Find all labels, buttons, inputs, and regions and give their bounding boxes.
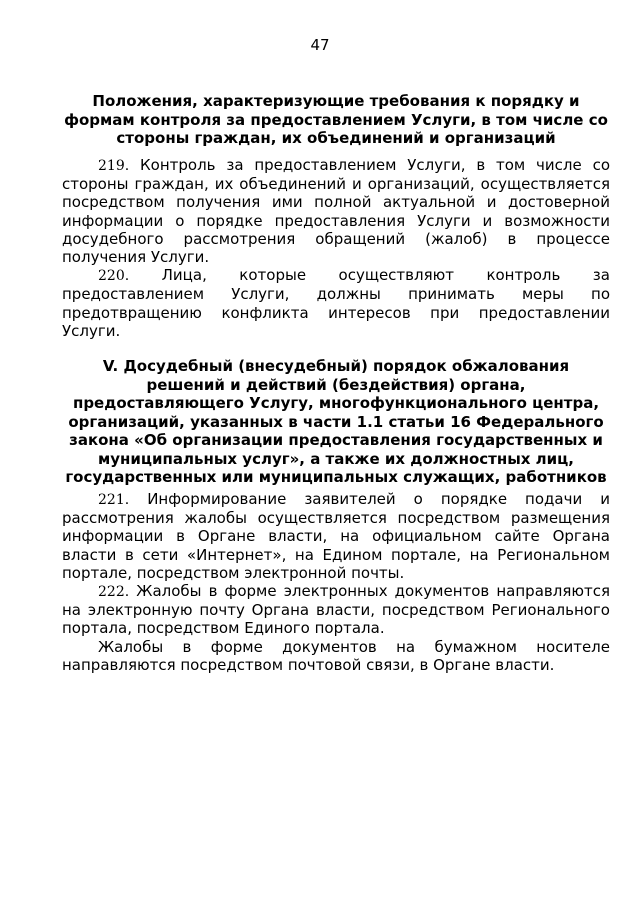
paragraph-text: Лица, которые осуществляют контроль за предоставлением Услуги, должны принимать меры по предотвращению конфликта интересов при предоставлении Услуги. <box>62 266 610 340</box>
paragraph-221 <box>62 490 610 582</box>
paragraph-number: 221. <box>98 492 130 508</box>
heading-line: муниципальных услуг», а также их должностных лиц, <box>97 449 574 468</box>
heading-line: предоставляющего Услугу, многофункционального центра, <box>72 394 600 412</box>
section-appeal-body <box>62 490 610 674</box>
heading-line: организаций, указанных в части 1.1 статьи 16 Федерального <box>68 412 604 431</box>
page-number: 47 <box>310 36 330 54</box>
heading-line: Положения, характеризующие требования к порядку и <box>92 92 580 110</box>
paragraph-text: Информирование заявителей о порядке подачи и рассмотрения жалобы осуществляется посредством размещения информации в Органе власти, на официальном сайте Органа власти в сети «Интернет», на Едином портале, на Региональном портале, посредством электронной почты. <box>62 490 610 582</box>
section-heading-appeal <box>62 357 610 487</box>
paragraph-number: 219. <box>98 158 130 174</box>
heading-line: государственных или муниципальных служащих, работников <box>65 468 607 486</box>
section-control-body <box>62 156 610 340</box>
paragraph-paper-complaints: Жалобы в форме документов на бумажном носителе направляются посредством почтовой связи, в Органе власти. <box>62 637 610 674</box>
heading-line: V. Досудебный (внесудебный) порядок обжалования <box>102 357 570 375</box>
paragraph-text: Жалобы в форме электронных документов направляются на электронную почту Органа власти, посредством Регионального портала, посредством Единого портала. <box>62 582 610 638</box>
paragraph-219 <box>62 156 610 266</box>
heading-line: стороны граждан, их объединений и организаций <box>116 129 556 147</box>
heading-line: закона «Об организации предоставления государственных и <box>69 431 603 449</box>
section-heading-control <box>62 92 610 148</box>
paragraph-text: Контроль за предоставлением Услуги, в том числе со стороны граждан, их объединений и организаций, осуществляется посредством получения ими полной актуальной и достоверной информации о порядке предоставления Услуги и возможности досудебного рассмотрения обращений (жалоб) в процессе получения Услуги. <box>62 156 610 267</box>
paragraph-number: 222. <box>98 584 130 601</box>
heading-line: решений и действий (бездействия) органа, <box>146 375 526 394</box>
heading-line: формам контроля за предоставлением Услуги, в том числе со <box>64 110 608 129</box>
paragraph-number: 220. <box>98 268 130 285</box>
paragraph-222 <box>62 582 610 638</box>
paragraph-220 <box>62 266 610 340</box>
